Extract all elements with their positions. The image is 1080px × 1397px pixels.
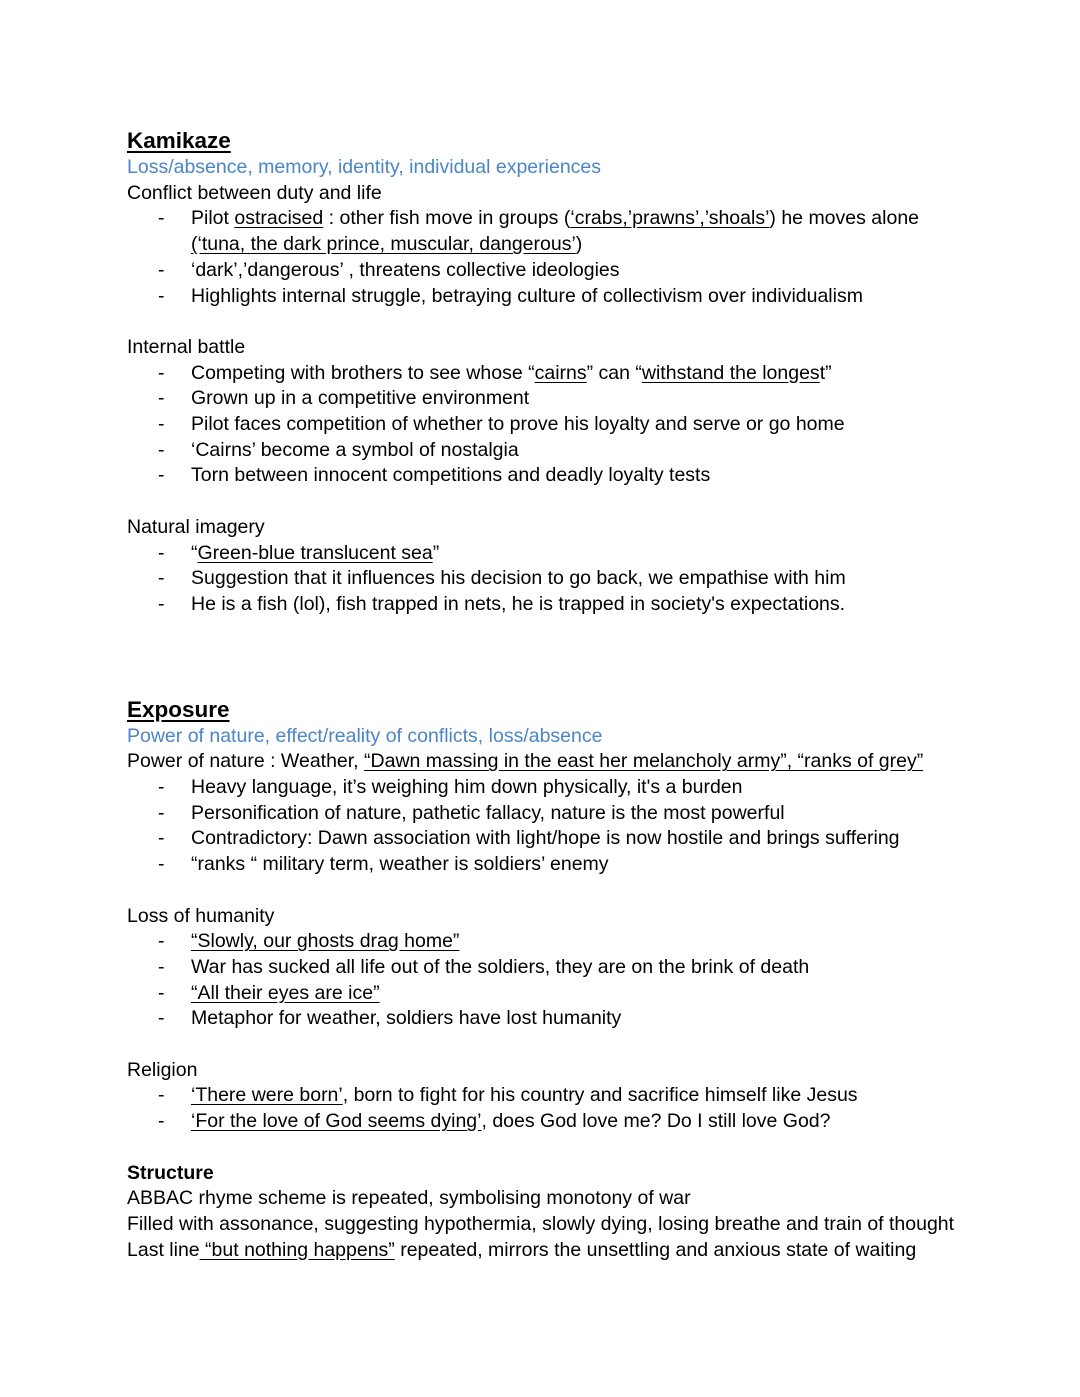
exposure-section-religion-heading: Religion [127,1058,198,1081]
kamikaze-themes: Loss/absence, memory, identity, individual experiences [127,156,602,178]
list-item: - He is a fish (lol), fish trapped in nets, he is trapped in society's expectations. [127,592,1027,618]
quote: ostracised [234,207,324,230]
bullet-dash: - [158,207,165,230]
bullet-dash: - [158,955,165,978]
quote: “Dawn massing in the east her melancholy army”, “ranks of grey” [364,750,924,773]
quote: “but nothing happens” [199,1238,395,1261]
kamikaze-section-conflict-heading: Conflict between duty and life [127,181,382,204]
list-item: - Grown up in a competitive environment [127,386,1027,412]
bullet-dash: - [158,981,165,1004]
bullet-dash: - [158,1110,165,1133]
list-item: - Torn between innocent competitions and deadly loyalty tests [127,463,1027,489]
bullet-dash: - [158,361,165,384]
list-item: - Pilot ostracised : other fish move in groups (‘crabs,’prawns’,’shoals’) he moves alone (‘tuna, the dark prince, muscular, dangerous’) [158,207,920,256]
list-item: - Suggestion that it influences his decision to go back, we empathise with him [127,566,1027,592]
list-item: - Heavy language, it’s weighing him down physically, it's a burden [127,775,1027,801]
bullet-dash: - [158,930,165,953]
list-item: - Personification of nature, pathetic fallacy, nature is the most powerful [127,801,1027,827]
quote: ‘There were born’ [191,1084,343,1107]
list-item: - “ranks “ military term, weather is soldiers’ enemy [127,852,1027,878]
list-item: - War has sucked all life out of the soldiers, they are on the brink of death [127,955,1027,981]
bullet-dash: - [158,592,165,615]
bullet-dash: - [158,776,165,799]
quote: withstand the longes [641,361,820,384]
bullet-dash: - [158,413,165,436]
bullet-dash: - [158,567,165,590]
list-item: - Metaphor for weather, soldiers have lost humanity [127,1006,1027,1032]
bullet-dash: - [158,801,165,824]
quote: “All their eyes are ice” [191,981,380,1004]
exposure-title: Exposure [127,696,230,722]
list-item: - Highlights internal struggle, betraying culture of collectivism over individualism [127,284,1027,310]
bullet-dash: - [158,1007,165,1030]
structure-heading: Structure [127,1161,214,1184]
kamikaze-conflict-list [127,206,1027,309]
bullet-dash: - [158,284,165,307]
bullet-dash: - [158,258,165,281]
list-item [127,981,1027,1007]
list-item [127,929,1027,955]
bullet-dash: - [158,541,165,564]
bullet-dash: - [158,438,165,461]
list-item: - Competing with brothers to see whose “cairns” can “withstand the longest” [127,361,1027,387]
bullet-dash: - [158,464,165,487]
bullet-dash: - [158,853,165,876]
list-item: - ‘There were born’, born to fight for his country and sacrifice himself like Jesus [127,1083,1027,1109]
quote: ‘crabs,’prawns’,’shoals’ [570,207,770,230]
list-item: - ‘dark’,’dangerous’ , threatens collective ideologies [127,258,1027,284]
list-item: - ‘For the love of God seems dying’, does God love me? Do I still love God? [127,1109,1027,1135]
exposure-section-nature-heading: Power of nature : Weather, “Dawn massing in the east her melancholy army”, “ranks of grey” [127,750,924,773]
kamikaze-natural-list [127,541,1027,618]
list-item: - Contradictory: Dawn association with light/hope is now hostile and brings suffering [127,826,1027,852]
exposure-religion-list [127,1083,1027,1134]
bullet-dash: - [158,1084,165,1107]
exposure-themes: Power of nature, effect/reality of conflicts, loss/absence [127,724,603,747]
structure-line-1: ABBAC rhyme scheme is repeated, symbolising monotony of war [127,1187,691,1210]
bullet-dash: - [158,387,165,410]
kamikaze-title: Kamikaze [127,128,231,153]
quote: Green-blue translucent sea [197,541,433,564]
list-item: - ‘Cairns’ become a symbol of nostalgia [127,438,1027,464]
kamikaze-section-natural-heading: Natural imagery [127,515,265,538]
document-page [127,126,1027,1263]
quote: cairns [534,361,587,384]
structure-line-2: Filled with assonance, suggesting hypothermia, slowly dying, losing breathe and train of thought [127,1212,955,1235]
kamikaze-section-internal-heading: Internal battle [127,335,246,358]
quote: (‘tuna, the dark prince, muscular, dangerous’ [191,233,576,256]
list-item: - “Green-blue translucent sea” [127,541,1027,567]
kamikaze-internal-list [127,361,1027,490]
quote: ‘For the love of God seems dying’ [191,1110,482,1133]
quote: “Slowly, our ghosts drag home” [191,930,460,953]
exposure-humanity-list [127,929,1027,1032]
structure-line-3: Last line “but nothing happens” repeated, mirrors the unsettling and anxious state of waiting [127,1238,917,1261]
exposure-section-humanity-heading: Loss of humanity [127,904,275,927]
bullet-dash: - [158,827,165,850]
exposure-nature-list [127,775,1027,878]
list-item: - Pilot faces competition of whether to prove his loyalty and serve or go home [127,412,1027,438]
